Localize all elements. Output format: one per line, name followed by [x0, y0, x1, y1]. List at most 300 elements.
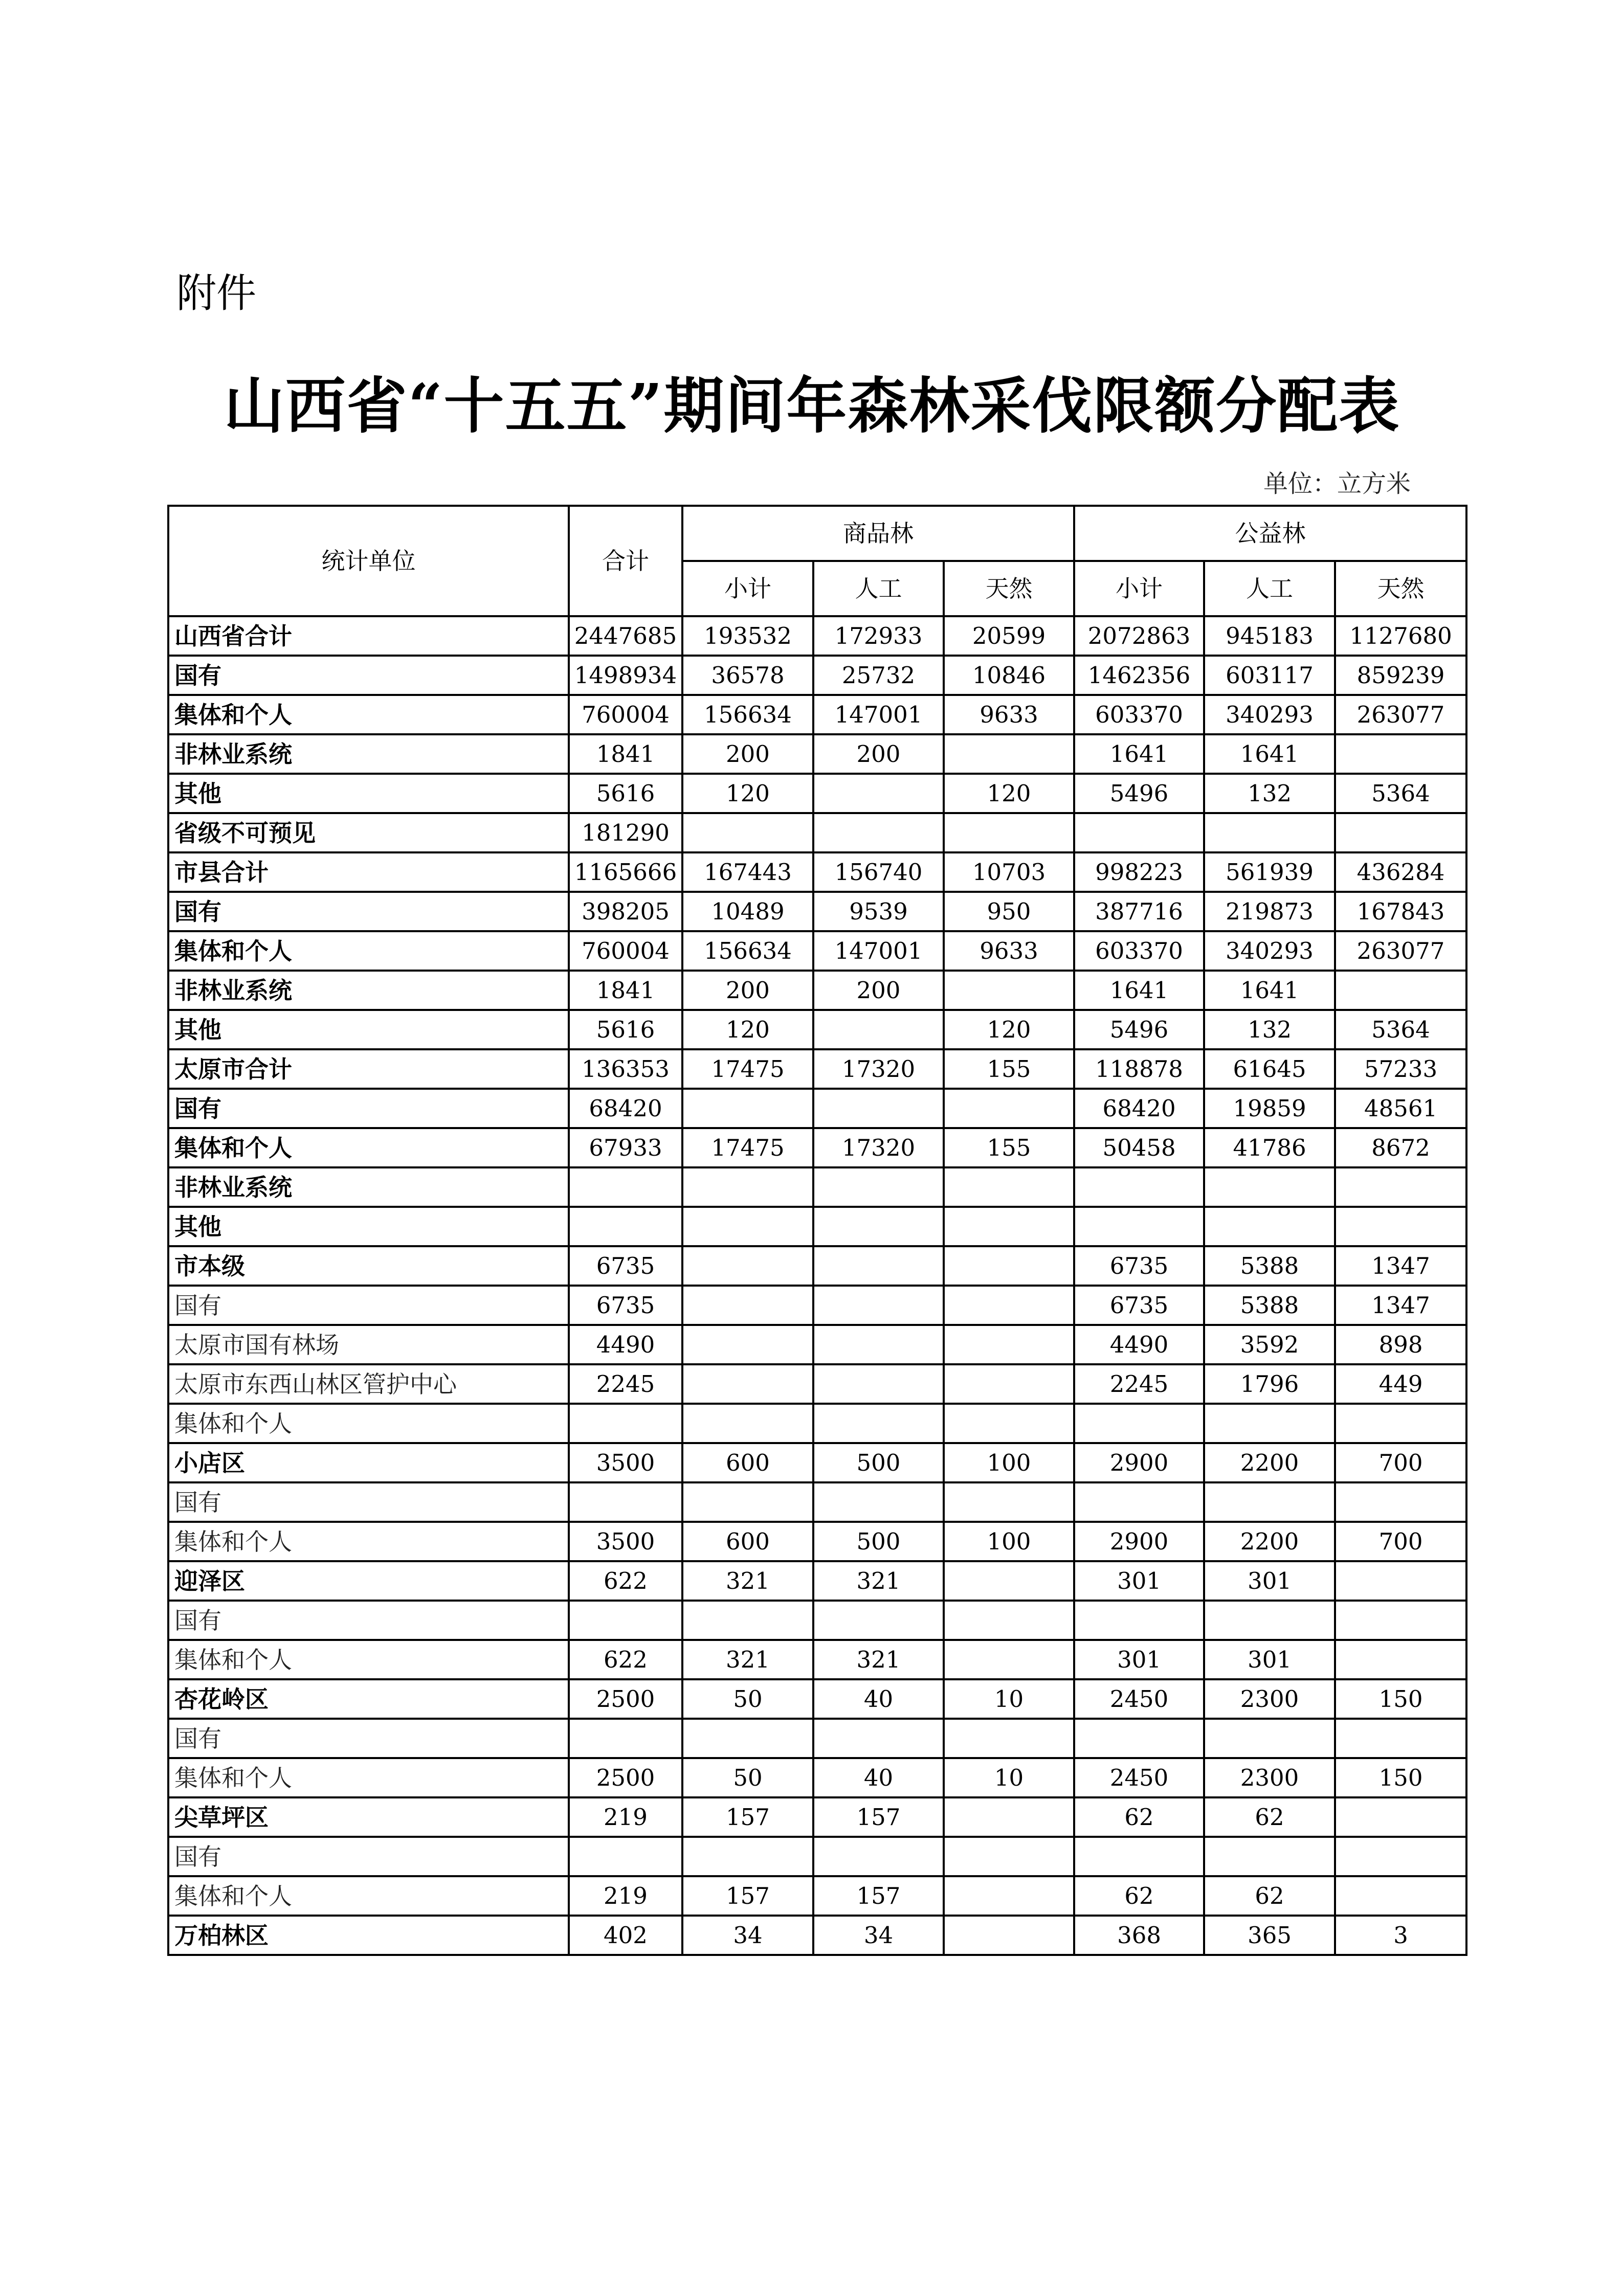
value-cell: 19859	[1204, 1089, 1335, 1128]
value-cell: 5496	[1074, 1010, 1204, 1049]
value-cell: 50458	[1074, 1128, 1204, 1167]
row-label: 集体和个人	[168, 1522, 569, 1561]
value-cell	[682, 1246, 813, 1286]
value-cell: 500	[813, 1522, 944, 1561]
attachment-label: 附件	[176, 271, 257, 317]
value-cell	[944, 734, 1074, 774]
value-cell: 36578	[682, 656, 813, 695]
value-cell: 321	[813, 1640, 944, 1679]
value-cell: 20599	[944, 616, 1074, 656]
value-cell: 68420	[1074, 1089, 1204, 1128]
table-row	[168, 1128, 1466, 1167]
value-cell	[813, 1404, 944, 1443]
value-cell: 2900	[1074, 1522, 1204, 1561]
value-cell: 2245	[569, 1364, 682, 1404]
value-cell: 193532	[682, 616, 813, 656]
value-cell: 67933	[569, 1128, 682, 1167]
value-cell: 156740	[813, 852, 944, 892]
row-label: 国有	[168, 1601, 569, 1640]
value-cell: 3500	[569, 1522, 682, 1561]
value-cell: 321	[682, 1640, 813, 1679]
value-cell: 120	[682, 774, 813, 813]
value-cell	[569, 1167, 682, 1207]
harvest-quota-table	[167, 505, 1467, 1956]
row-label: 集体和个人	[168, 931, 569, 971]
value-cell	[1335, 1640, 1466, 1679]
row-label: 国有	[168, 1089, 569, 1128]
value-cell: 603370	[1074, 695, 1204, 734]
value-cell: 1127680	[1335, 616, 1466, 656]
value-cell	[1074, 1404, 1204, 1443]
value-cell: 1841	[569, 971, 682, 1010]
value-cell	[682, 1364, 813, 1404]
value-cell	[944, 1719, 1074, 1758]
value-cell	[1074, 1719, 1204, 1758]
value-cell: 4490	[1074, 1325, 1204, 1364]
value-cell: 622	[569, 1640, 682, 1679]
value-cell	[682, 1325, 813, 1364]
value-cell: 120	[944, 774, 1074, 813]
value-cell: 10489	[682, 892, 813, 931]
value-cell	[813, 1719, 944, 1758]
value-cell	[1204, 1837, 1335, 1876]
value-cell	[813, 1325, 944, 1364]
table-row	[168, 1916, 1466, 1955]
value-cell: 340293	[1204, 931, 1335, 971]
table-body	[168, 616, 1466, 1955]
value-cell	[813, 813, 944, 852]
table-row	[168, 616, 1466, 656]
value-cell	[569, 1837, 682, 1876]
value-cell: 2900	[1074, 1443, 1204, 1482]
value-cell	[944, 1364, 1074, 1404]
value-cell: 301	[1204, 1561, 1335, 1601]
value-cell: 5496	[1074, 774, 1204, 813]
value-cell: 5616	[569, 1010, 682, 1049]
value-cell	[1204, 1719, 1335, 1758]
value-cell	[813, 1010, 944, 1049]
row-label: 国有	[168, 1482, 569, 1522]
value-cell	[1074, 1837, 1204, 1876]
header-public-subtotal: 小计	[1074, 561, 1204, 616]
table-row	[168, 1797, 1466, 1837]
value-cell: 17320	[813, 1049, 944, 1089]
value-cell: 68420	[569, 1089, 682, 1128]
row-label: 国有	[168, 656, 569, 695]
value-cell: 263077	[1335, 931, 1466, 971]
value-cell: 1498934	[569, 656, 682, 695]
value-cell: 17320	[813, 1128, 944, 1167]
value-cell	[944, 1640, 1074, 1679]
value-cell	[813, 774, 944, 813]
value-cell: 760004	[569, 931, 682, 971]
value-cell: 8672	[1335, 1128, 1466, 1167]
value-cell: 62	[1204, 1797, 1335, 1837]
value-cell	[1335, 734, 1466, 774]
value-cell: 998223	[1074, 852, 1204, 892]
value-cell: 398205	[569, 892, 682, 931]
row-label: 市县合计	[168, 852, 569, 892]
value-cell: 25732	[813, 656, 944, 695]
value-cell	[1335, 1561, 1466, 1601]
value-cell: 436284	[1335, 852, 1466, 892]
row-label: 市本级	[168, 1246, 569, 1286]
table-row	[168, 1561, 1466, 1601]
row-label: 其他	[168, 1010, 569, 1049]
value-cell	[1074, 813, 1204, 852]
value-cell	[1335, 1876, 1466, 1916]
table-row	[168, 1679, 1466, 1719]
value-cell: 5388	[1204, 1246, 1335, 1286]
table-row	[168, 1207, 1466, 1246]
value-cell: 41786	[1204, 1128, 1335, 1167]
table-row	[168, 1246, 1466, 1286]
value-cell: 167443	[682, 852, 813, 892]
value-cell: 340293	[1204, 695, 1335, 734]
value-cell	[1335, 1837, 1466, 1876]
row-label: 山西省合计	[168, 616, 569, 656]
table-row	[168, 931, 1466, 971]
table-row	[168, 1167, 1466, 1207]
value-cell: 155	[944, 1128, 1074, 1167]
value-cell	[813, 1364, 944, 1404]
value-cell: 50	[682, 1679, 813, 1719]
table-row	[168, 1601, 1466, 1640]
value-cell: 263077	[1335, 695, 1466, 734]
value-cell: 321	[813, 1561, 944, 1601]
value-cell: 603370	[1074, 931, 1204, 971]
value-cell	[944, 1167, 1074, 1207]
row-label: 国有	[168, 1719, 569, 1758]
value-cell: 760004	[569, 695, 682, 734]
row-label: 尖草坪区	[168, 1797, 569, 1837]
header-commercial-natural: 天然	[944, 561, 1074, 616]
table-row	[168, 774, 1466, 813]
value-cell	[1335, 1482, 1466, 1522]
row-label: 非林业系统	[168, 1167, 569, 1207]
value-cell	[813, 1246, 944, 1286]
table-row	[168, 695, 1466, 734]
value-cell: 50	[682, 1758, 813, 1797]
row-label: 省级不可预见	[168, 813, 569, 852]
value-cell: 449	[1335, 1364, 1466, 1404]
table-row	[168, 892, 1466, 931]
value-cell: 6735	[569, 1286, 682, 1325]
value-cell: 156634	[682, 695, 813, 734]
row-label: 其他	[168, 774, 569, 813]
value-cell	[1335, 971, 1466, 1010]
value-cell	[944, 1482, 1074, 1522]
value-cell	[813, 1286, 944, 1325]
value-cell: 200	[682, 971, 813, 1010]
value-cell: 3500	[569, 1443, 682, 1482]
value-cell: 1347	[1335, 1286, 1466, 1325]
value-cell	[944, 813, 1074, 852]
value-cell: 156634	[682, 931, 813, 971]
value-cell: 150	[1335, 1679, 1466, 1719]
value-cell: 2450	[1074, 1758, 1204, 1797]
value-cell	[1074, 1482, 1204, 1522]
header-public-natural: 天然	[1335, 561, 1466, 616]
value-cell	[1204, 1404, 1335, 1443]
value-cell: 34	[813, 1916, 944, 1955]
value-cell: 62	[1074, 1876, 1204, 1916]
value-cell: 6735	[569, 1246, 682, 1286]
table-row	[168, 813, 1466, 852]
value-cell: 301	[1204, 1640, 1335, 1679]
value-cell: 2450	[1074, 1679, 1204, 1719]
value-cell: 136353	[569, 1049, 682, 1089]
value-cell: 1841	[569, 734, 682, 774]
row-label: 集体和个人	[168, 1404, 569, 1443]
value-cell: 100	[944, 1522, 1074, 1561]
table-row	[168, 1758, 1466, 1797]
value-cell: 62	[1074, 1797, 1204, 1837]
table-row	[168, 656, 1466, 695]
value-cell	[813, 1482, 944, 1522]
value-cell: 387716	[1074, 892, 1204, 931]
value-cell: 9539	[813, 892, 944, 931]
table-row	[168, 1364, 1466, 1404]
value-cell	[682, 1719, 813, 1758]
value-cell: 132	[1204, 774, 1335, 813]
table-row	[168, 1089, 1466, 1128]
header-commercial-subtotal: 小计	[682, 561, 813, 616]
value-cell: 48561	[1335, 1089, 1466, 1128]
row-label: 迎泽区	[168, 1561, 569, 1601]
table-row	[168, 1640, 1466, 1679]
value-cell: 157	[813, 1797, 944, 1837]
value-cell: 3592	[1204, 1325, 1335, 1364]
value-cell: 120	[682, 1010, 813, 1049]
table-row	[168, 1482, 1466, 1522]
value-cell: 62	[1204, 1876, 1335, 1916]
value-cell	[944, 1089, 1074, 1128]
value-cell: 61645	[1204, 1049, 1335, 1089]
value-cell	[1335, 1167, 1466, 1207]
row-label: 太原市国有林场	[168, 1325, 569, 1364]
table-row	[168, 1010, 1466, 1049]
value-cell: 200	[813, 971, 944, 1010]
row-label: 国有	[168, 1286, 569, 1325]
row-label: 集体和个人	[168, 1128, 569, 1167]
value-cell	[682, 1286, 813, 1325]
row-label: 集体和个人	[168, 1640, 569, 1679]
row-label: 非林业系统	[168, 734, 569, 774]
value-cell: 1641	[1204, 734, 1335, 774]
value-cell: 17475	[682, 1049, 813, 1089]
row-label: 太原市合计	[168, 1049, 569, 1089]
header-public-forest: 公益林	[1074, 506, 1466, 561]
value-cell	[1335, 1797, 1466, 1837]
value-cell: 6735	[1074, 1246, 1204, 1286]
value-cell	[944, 1246, 1074, 1286]
value-cell: 147001	[813, 931, 944, 971]
value-cell: 600	[682, 1443, 813, 1482]
value-cell: 157	[813, 1876, 944, 1916]
value-cell: 147001	[813, 695, 944, 734]
value-cell: 10	[944, 1679, 1074, 1719]
value-cell: 157	[682, 1797, 813, 1837]
value-cell: 5616	[569, 774, 682, 813]
value-cell: 118878	[1074, 1049, 1204, 1089]
value-cell: 950	[944, 892, 1074, 931]
value-cell: 1462356	[1074, 656, 1204, 695]
value-cell	[1335, 1404, 1466, 1443]
value-cell: 100	[944, 1443, 1074, 1482]
value-cell: 40	[813, 1758, 944, 1797]
document-title: 山西省“十五五”期间年森林采伐限额分配表	[224, 370, 1400, 441]
value-cell: 181290	[569, 813, 682, 852]
value-cell: 200	[682, 734, 813, 774]
row-label: 杏花岭区	[168, 1679, 569, 1719]
value-cell: 859239	[1335, 656, 1466, 695]
value-cell: 2245	[1074, 1364, 1204, 1404]
value-cell: 167843	[1335, 892, 1466, 931]
value-cell	[1335, 1601, 1466, 1640]
row-label: 万柏林区	[168, 1916, 569, 1955]
table-row	[168, 1522, 1466, 1561]
value-cell	[813, 1089, 944, 1128]
value-cell: 3	[1335, 1916, 1466, 1955]
value-cell	[944, 1837, 1074, 1876]
header-commercial-planted: 人工	[813, 561, 944, 616]
value-cell: 2500	[569, 1679, 682, 1719]
value-cell	[944, 1916, 1074, 1955]
value-cell	[682, 1404, 813, 1443]
value-cell	[682, 1837, 813, 1876]
row-label: 小店区	[168, 1443, 569, 1482]
value-cell	[569, 1601, 682, 1640]
value-cell	[944, 1404, 1074, 1443]
value-cell	[569, 1207, 682, 1246]
table-row	[168, 1049, 1466, 1089]
value-cell: 2500	[569, 1758, 682, 1797]
table-row	[168, 1443, 1466, 1482]
value-cell	[1074, 1601, 1204, 1640]
table-row	[168, 1837, 1466, 1876]
value-cell	[1204, 1207, 1335, 1246]
value-cell: 1347	[1335, 1246, 1466, 1286]
value-cell: 200	[813, 734, 944, 774]
value-cell: 2200	[1204, 1522, 1335, 1561]
value-cell	[1074, 1207, 1204, 1246]
value-cell: 219873	[1204, 892, 1335, 931]
row-label: 集体和个人	[168, 695, 569, 734]
table-row	[168, 1325, 1466, 1364]
value-cell: 2072863	[1074, 616, 1204, 656]
value-cell	[569, 1482, 682, 1522]
value-cell	[682, 1482, 813, 1522]
value-cell: 6735	[1074, 1286, 1204, 1325]
value-cell	[944, 1286, 1074, 1325]
value-cell: 561939	[1204, 852, 1335, 892]
value-cell: 1165666	[569, 852, 682, 892]
value-cell	[944, 1601, 1074, 1640]
value-cell	[1204, 813, 1335, 852]
value-cell: 120	[944, 1010, 1074, 1049]
value-cell: 1641	[1074, 971, 1204, 1010]
value-cell: 10703	[944, 852, 1074, 892]
value-cell: 4490	[569, 1325, 682, 1364]
value-cell: 10	[944, 1758, 1074, 1797]
value-cell: 9633	[944, 695, 1074, 734]
value-cell: 132	[1204, 1010, 1335, 1049]
value-cell	[944, 1876, 1074, 1916]
value-cell	[944, 971, 1074, 1010]
value-cell	[944, 1797, 1074, 1837]
value-cell: 150	[1335, 1758, 1466, 1797]
value-cell: 9633	[944, 931, 1074, 971]
value-cell	[569, 1404, 682, 1443]
value-cell: 40	[813, 1679, 944, 1719]
value-cell	[1204, 1601, 1335, 1640]
value-cell: 622	[569, 1561, 682, 1601]
value-cell	[1335, 1719, 1466, 1758]
unit-label: 单位：立方米	[1263, 469, 1411, 498]
value-cell: 500	[813, 1443, 944, 1482]
table-row	[168, 734, 1466, 774]
value-cell: 1641	[1074, 734, 1204, 774]
value-cell: 365	[1204, 1916, 1335, 1955]
value-cell: 301	[1074, 1640, 1204, 1679]
value-cell: 2200	[1204, 1443, 1335, 1482]
value-cell: 5364	[1335, 1010, 1466, 1049]
value-cell: 17475	[682, 1128, 813, 1167]
value-cell	[1204, 1482, 1335, 1522]
value-cell	[1204, 1167, 1335, 1207]
value-cell	[813, 1167, 944, 1207]
header-commercial-forest: 商品林	[682, 506, 1074, 561]
row-label: 其他	[168, 1207, 569, 1246]
row-label: 集体和个人	[168, 1758, 569, 1797]
value-cell: 2447685	[569, 616, 682, 656]
value-cell	[1335, 813, 1466, 852]
value-cell	[944, 1561, 1074, 1601]
value-cell: 321	[682, 1561, 813, 1601]
value-cell: 1641	[1204, 971, 1335, 1010]
value-cell	[682, 1601, 813, 1640]
value-cell: 301	[1074, 1561, 1204, 1601]
value-cell: 402	[569, 1916, 682, 1955]
value-cell: 1796	[1204, 1364, 1335, 1404]
table-row	[168, 852, 1466, 892]
value-cell: 945183	[1204, 616, 1335, 656]
value-cell	[813, 1207, 944, 1246]
value-cell: 700	[1335, 1443, 1466, 1482]
value-cell	[1335, 1207, 1466, 1246]
row-label: 集体和个人	[168, 1876, 569, 1916]
header-total: 合计	[569, 506, 682, 616]
value-cell	[813, 1601, 944, 1640]
value-cell: 172933	[813, 616, 944, 656]
value-cell: 219	[569, 1876, 682, 1916]
value-cell	[682, 1089, 813, 1128]
value-cell	[569, 1719, 682, 1758]
row-label: 太原市东西山林区管护中心	[168, 1364, 569, 1404]
value-cell: 34	[682, 1916, 813, 1955]
value-cell: 700	[1335, 1522, 1466, 1561]
table-row	[168, 1404, 1466, 1443]
value-cell: 10846	[944, 656, 1074, 695]
value-cell	[813, 1837, 944, 1876]
value-cell: 368	[1074, 1916, 1204, 1955]
value-cell: 2300	[1204, 1679, 1335, 1719]
value-cell	[682, 1207, 813, 1246]
value-cell: 603117	[1204, 656, 1335, 695]
header-public-planted: 人工	[1204, 561, 1335, 616]
value-cell: 5364	[1335, 774, 1466, 813]
